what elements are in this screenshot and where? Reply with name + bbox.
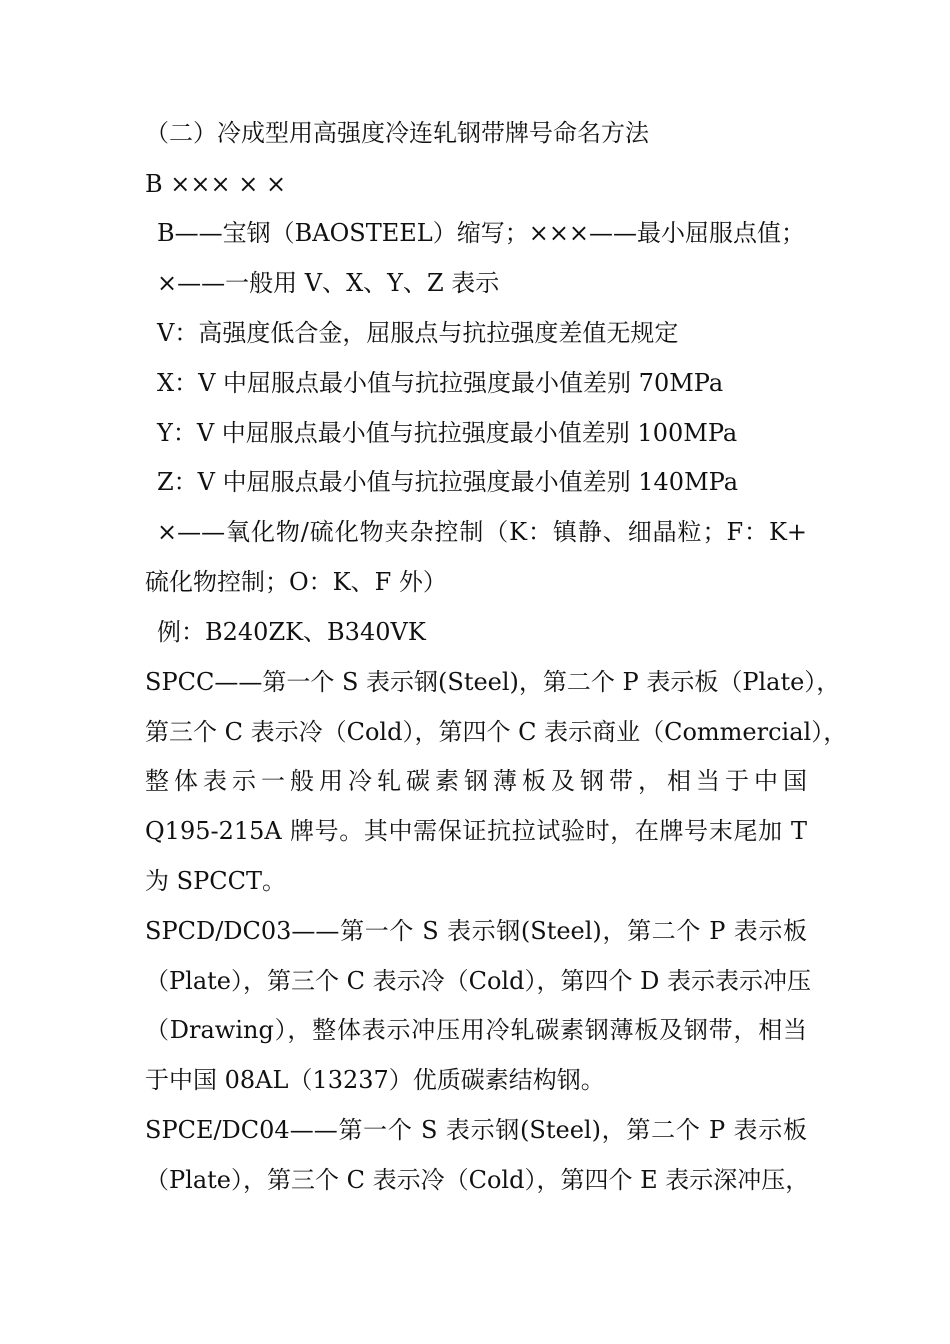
text-line: （Plate），第三个 C 表示冷（Cold），第四个 E 表示深冲压，: [145, 1166, 810, 1194]
example-line: 例：B240ZK、B340VK: [157, 618, 426, 646]
text-line: V：高强度低合金，屈服点与抗拉强度差值无规定: [157, 319, 679, 347]
text-line: （Drawing），整体表示冲压用冷轧碳素钢薄板及钢带，相当: [145, 1016, 807, 1044]
text-line: SPCE/DC04——第一个 S 表示钢(Steel)，第二个 P 表示板: [145, 1116, 807, 1144]
text-line: 为 SPCCT。: [145, 867, 286, 895]
text-line: SPCC——第一个 S 表示钢(Steel)，第二个 P 表示板（Plate），: [145, 668, 841, 696]
section-heading: （二）冷成型用高强度冷连轧钢带牌号命名方法: [145, 119, 649, 147]
text-line: （Plate），第三个 C 表示冷（Cold），第四个 D 表示表示冲压: [145, 967, 811, 995]
text-line: Y：V 中屈服点最小值与抗拉强度最小值差别 100MPa: [157, 419, 738, 447]
text-line: Q195-215A 牌号。其中需保证抗拉试验时，在牌号末尾加 T: [145, 817, 807, 845]
text-line: Z：V 中屈服点最小值与抗拉强度最小值差别 140MPa: [157, 468, 739, 496]
text-line: SPCD/DC03——第一个 S 表示钢(Steel)，第二个 P 表示板: [145, 917, 807, 945]
text-line: 于中国 08AL（13237）优质碳素结构钢。: [145, 1066, 605, 1094]
grade-pattern: B ××× × ×: [145, 170, 287, 198]
text-line: ×——氧化物/硫化物夹杂控制（K：镇静、细晶粒；F：K+: [157, 518, 807, 546]
text-line: B——宝钢（BAOSTEEL）缩写；×××——最小屈服点值；: [157, 219, 806, 247]
text-line: 整体表示一般用冷轧碳素钢薄板及钢带，相当于中国: [145, 767, 807, 795]
text-line: X：V 中屈服点最小值与抗拉强度最小值差别 70MPa: [157, 369, 724, 397]
text-line: ×——一般用 V、X、Y、Z 表示: [157, 269, 500, 297]
text-line: 第三个 C 表示冷（Cold），第四个 C 表示商业（Commercial），: [145, 718, 848, 746]
text-line: 硫化物控制；O：K、F 外）: [145, 568, 447, 596]
